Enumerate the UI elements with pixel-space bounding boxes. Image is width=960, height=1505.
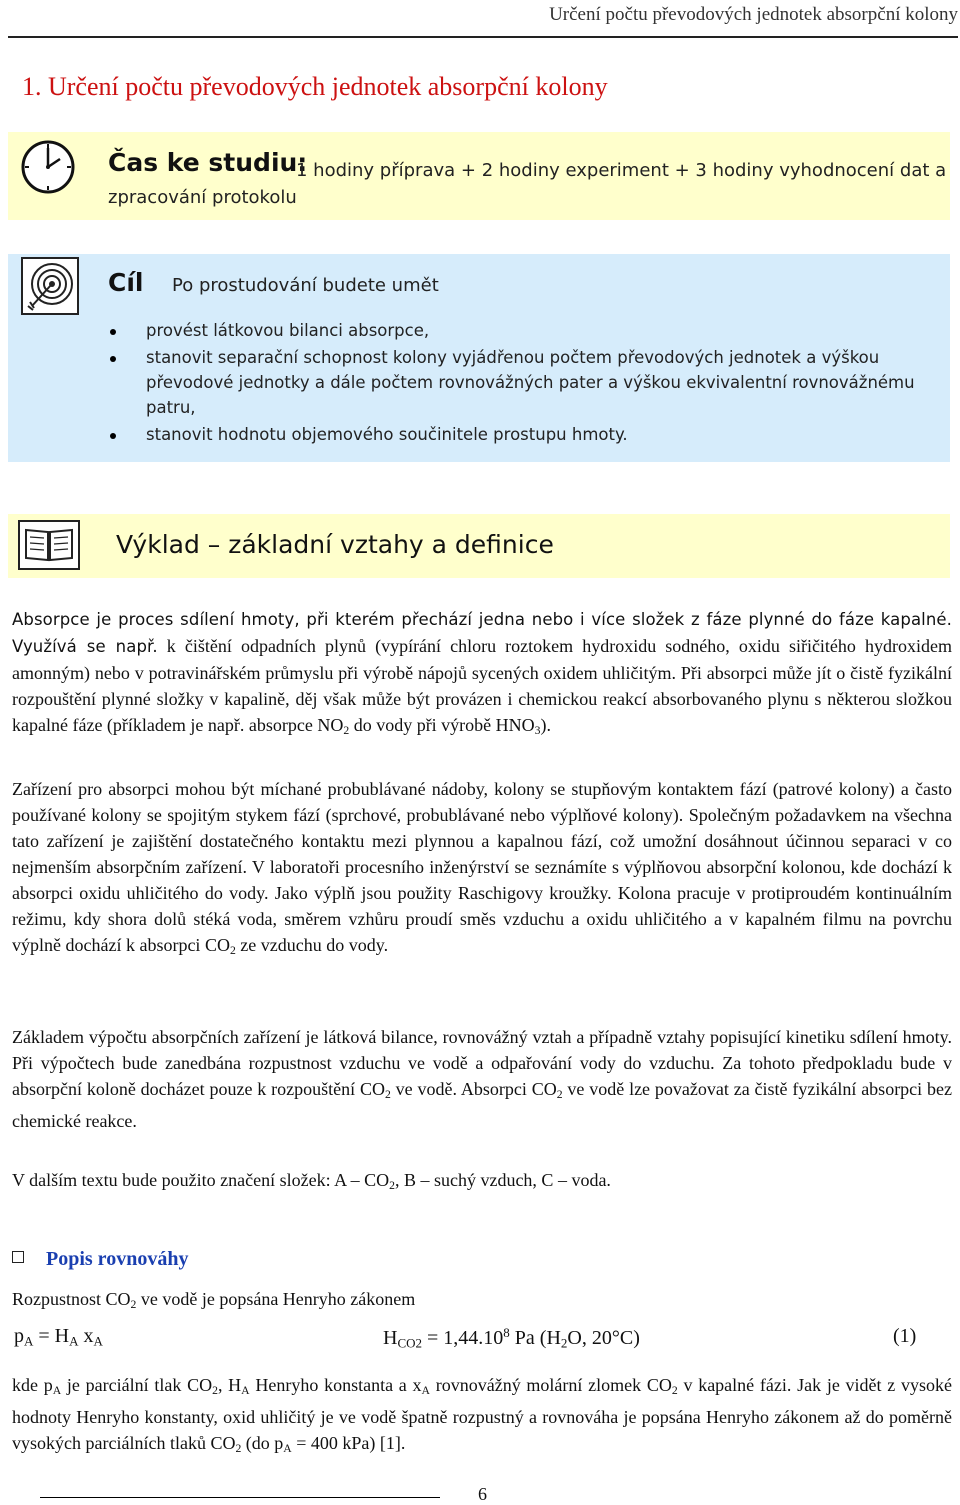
equation-text: p <box>14 1325 24 1347</box>
paragraph-text: , H <box>217 1375 242 1395</box>
equation-henry-constant <box>383 1325 640 1351</box>
equation-text: Pa (H <box>509 1327 561 1350</box>
subscript: 2 <box>560 1335 568 1351</box>
subsection-title <box>12 1248 188 1271</box>
subscript: 2 <box>229 943 236 957</box>
paragraph-text: ve vodě lze považovat za čistě fyzikální absorpci bez chemické reakce. <box>12 1079 953 1131</box>
list-item: stanovit separační schopnost kolony vyjádřenou počtem převodových jednotek a výškou převodové jednotky a dále počtem rovnovážných pater a výškou ekvivalentní rovnovážnému patru, <box>110 345 940 420</box>
subscript: 2 <box>235 1441 242 1455</box>
list-item: stanovit hodnotu objemového součinitele prostupu hmoty. <box>110 422 940 447</box>
paragraph-text: V dalším textu bude použito značení složek: A – CO <box>12 1170 390 1190</box>
subscript: 2 <box>130 1297 137 1311</box>
equation-number: (1) <box>893 1325 917 1347</box>
paragraph-absorption <box>12 606 952 744</box>
study-time-label: Čas ke studiu: <box>108 148 308 177</box>
paragraph-text: k čištění odpadních plynů (vypírání chloru roztokem hydroxidu sodného, oxidu siřičitého hydroxidem amonným) nebo v potravinářském průmyslu při výrobě nápojů sycených oxidem uhličitým. Při absorpci může jít o čistě fyzikální rozpouštění plynné složky v kapalině, děj však může být provázen i chemickou reakcí absorbovaného plynu s některou složkou kapalné fáze (příkladem je např. absorpce NO <box>12 636 952 735</box>
paragraph-text: = 400 kPa) [1]. <box>291 1432 406 1453</box>
paragraph-definition <box>12 1372 952 1462</box>
paragraph-text: je parciální tlak CO <box>61 1375 213 1395</box>
subscript: A <box>69 1333 79 1349</box>
book-icon <box>18 520 80 570</box>
paragraph-text: Absorpce je proces sdílení hmoty, při kterém přechází jedna nebo i více složek z fáze plynné do fáze kapalné. Využívá se např. <box>12 610 952 656</box>
list-item: provést látkovou bilanci absorpce, <box>110 318 940 343</box>
paragraph-text: v kapalné fázi. Jak je vidět z vysoké hodnoty Henryho konstanty, oxid uhličitý je ve vodě špatně rozpustný a rovnováha je popsána Henryho zákonem až do poměrně vysokých parciálních tlaků CO <box>12 1375 953 1453</box>
footer-divider <box>40 1497 440 1498</box>
header-title: Určení počtu převodových jednotek absorpční kolony <box>549 4 958 25</box>
chapter-title: 1. Určení počtu převodových jednotek absorpční kolony <box>22 72 608 101</box>
paragraph-text: Základem výpočtu absorpčních zařízení je látková bilance, rovnovážný vztah a případně vztahy popisující kinetiku sdílení hmoty. Při výpočtech bude zanedbána rozpustnost vzduchu ve vodě a odpařování vody do vzduchu. Za tohoto předpokladu bude v absorpční koloně docházet pouze k rozpouštění CO <box>12 1027 952 1099</box>
paragraph-text: ve vodě je popsána Henryho zákonem <box>136 1289 416 1309</box>
paragraph-text: (do p <box>241 1432 284 1453</box>
subscript: A <box>283 1441 292 1455</box>
paragraph-text: Henryho konstanta a x <box>249 1375 422 1395</box>
goal-intro: Po prostudování budete umět <box>172 275 439 296</box>
clock-icon <box>20 139 76 195</box>
paragraph-text: Zařízení pro absorpci mohou být míchané probublávané nádoby, kolony se stupňovým kontaktem fází (patrové kolony) a často používané kolony se spojitým stykem fází (sprchové, probublávané nebo výplňové kolony). Společným požadavkem na všechna tato zařízení je zajištění dostatečného kontaktu mezi plynnou a kapalnou fází, což umožní dosáhnout účinnou separaci v co nejmenším absorpčním zařízení. V laboratoři procesního inženýrství se seznámíte s výplňovou absorpční kolonou, kde dochází k absorpci oxidu uhličitého do vody. Jako výplň jsou použity Raschigovy kroužky. Kolona pracuje v protiproudém kontinuálním režimu, kdy shora dolů stéká voda, směrem vzhůru proudí směs vzduchu a oxidu uhličitého a v kapalném filmu na povrchu výplně dochází k absorpci CO <box>12 779 952 955</box>
goal-list <box>110 318 940 449</box>
subscript: A <box>93 1333 103 1349</box>
equation-henry-law <box>14 1325 103 1349</box>
superscript: 8 <box>503 1325 510 1340</box>
study-time-text: 1 hodiny příprava + 2 hodiny experiment + 3 hodiny vyhodnocení dat a zpracování protokolu <box>108 160 947 208</box>
page-number: 6 <box>478 1484 487 1504</box>
subscript: 2 <box>212 1383 218 1397</box>
subscript: A <box>52 1383 62 1397</box>
goal-label: Cíl <box>108 268 144 297</box>
equation-text: = 1,44.10 <box>422 1327 504 1350</box>
paragraph-text: ze vzduchu do vody. <box>235 935 389 955</box>
checkbox-bullet-icon <box>12 1251 24 1263</box>
equation-text: = H <box>33 1325 70 1347</box>
paragraph-text: ). <box>540 715 552 735</box>
subscript: CO2 <box>397 1335 423 1351</box>
paragraph-text: rovnovážný molární zlomek CO <box>429 1375 672 1395</box>
page-header <box>8 0 958 38</box>
paragraph-text: ve vodě. Absorpci CO <box>390 1079 557 1099</box>
subsection-label: Popis rovnováhy <box>46 1248 189 1270</box>
equation-text: H <box>383 1327 398 1350</box>
subscript: 2 <box>671 1383 678 1397</box>
paragraph-basis <box>12 1024 952 1134</box>
paragraph-text: do vody při výrobě HNO <box>349 715 535 735</box>
subscript: 2 <box>343 723 350 737</box>
paragraph-text: kde p <box>12 1375 53 1395</box>
target-icon <box>20 256 80 316</box>
subscript: 2 <box>384 1087 391 1101</box>
paragraph-equipment <box>12 776 952 964</box>
paragraph-notation <box>12 1167 952 1199</box>
subscript: A <box>421 1383 430 1397</box>
subscript: A <box>241 1383 250 1397</box>
henry-intro <box>12 1286 952 1318</box>
subscript: 2 <box>556 1087 563 1101</box>
equation-text: O, 20°C) <box>567 1327 640 1350</box>
paragraph-text: Rozpustnost CO <box>12 1289 131 1309</box>
subscript: 3 <box>534 723 541 737</box>
subscript: A <box>24 1333 34 1349</box>
section-title: Výklad – základní vztahy a definice <box>116 530 554 559</box>
paragraph-text: , B – suchý vzduch, C – voda. <box>394 1170 611 1190</box>
subscript: 2 <box>389 1178 395 1192</box>
equation-text: x <box>78 1325 94 1347</box>
